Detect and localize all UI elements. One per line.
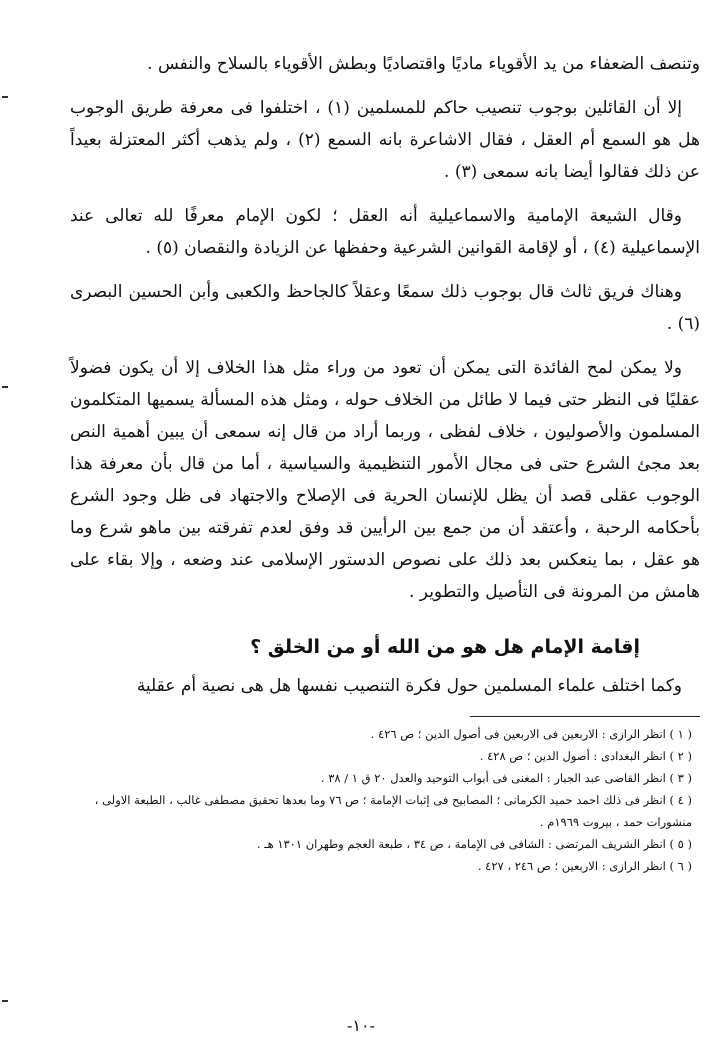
footnote-1: ( ١ ) انظر الرازى : الاربعين فى الاربعين فى أصول الدين ؛ ص ٤٢٦ . xyxy=(370,727,692,741)
page-number: -١٠- xyxy=(347,1016,375,1035)
paragraph-4: وهناك فريق ثالث قال بوجوب ذلك سمعًا وعقلاً كالجاحظ والكعبى وأبن الحسين البصرى (٦) . xyxy=(70,282,700,334)
footnote-2: ( ٢ ) انظر البغدادى : أصول الدين ؛ ص ٤٢٨ . xyxy=(479,749,692,763)
spacer xyxy=(70,264,700,276)
spacer xyxy=(70,340,700,352)
footnote-6: ( ٦ ) انظر الرازى : الاربعين ؛ ص ٢٤٦ ، ٤٢٧ . xyxy=(477,859,692,873)
paragraph-5: ولا يمكن لمح الفائدة التى يمكن أن تعود من وراء مثل هذا الخلاف إلا أن يكون فضولاً عقليًا فى النظر حتى فيما لا طائل من الخلاف حوله ، ومثل هذه المسألة يسميها المتكلمون المسلمون والأصوليون ، خلاف لفظى ، وربما أراد من قال إنه سمعى أن يبين أهمية النص بعد مجئ الشرع حتى فى مجال الأمور التنظيمية والسياسية ، أما من قال بأن معرفة هذا الوجوب عقلى قصد أن يظل للإنسان الحرية فى الإصلاح والاجتهاد فى ظل وجود الشرع بأحكامه الرحبة ، وأعتقد أن من جمع بين الرأيين قد وفق لعدم تفرقته بين ماهو شرع وما هو عقل ، بما ينعكس بعد ذلك على نصوص الدستور الإسلامى عند وضعه ، وإلا بقاء على هامش من المرونة فى التأصيل والتطوير . xyxy=(70,358,700,602)
footnote-separator xyxy=(470,716,700,717)
spacer xyxy=(70,188,700,200)
paragraph-3: وقال الشيعة الإمامية والاسماعيلية أنه العقل ؛ لكون الإمام معرفًا لله تعالى عند الإسماعيلية (٤) ، أو لإقامة القوانين الشرعية وحفظها عن الزيادة والنقصان (٥) . xyxy=(70,206,700,258)
footnote-3: ( ٣ ) انظر القاضى عبد الجبار : المغنى فى أبواب التوحيد والعدل ٢٠ ق ١ / ٣٨ . xyxy=(320,771,692,785)
footnote-4: ( ٤ ) انظر فى ذلك احمد حميد الكرمانى ؛ المصابيح فى إثبات الإمامة ؛ ص ٧٦ وما بعدها تحقيق مصطفى غالب ، الطبعة الاولى ، منشورات حمد ، بيروت ١٩٦٩م . xyxy=(94,793,692,829)
closing-paragraph: وكما اختلف علماء المسلمين حول فكرة التنصيب نفسها هل هى نصية أم عقلية xyxy=(136,676,682,696)
spacer xyxy=(70,80,700,92)
section-heading: إقامة الإمام هل هو من الله أو من الخلق ؟ xyxy=(250,636,640,658)
margin-tick xyxy=(2,96,8,98)
paragraph-1: وتنصف الضعفاء من يد الأقوياء ماديًا واقتصاديًا وبطش الأقوياء بالسلاح والنفس . xyxy=(147,54,700,74)
paragraph-2: إلا أن القائلين بوجوب تنصيب حاكم للمسلمين (١) ، اختلفوا فى معرفة طريق الوجوب هل هو السمع أم العقل ، فقال الاشاعرة بانه السمع (٢) ، ولم يذهب أكثر المعتزلة بعيداً عن ذلك فقالوا أيضا بانه سمعى (٣) . xyxy=(70,98,700,182)
margin-tick xyxy=(2,386,8,388)
margin-tick xyxy=(2,1000,8,1002)
document-page xyxy=(70,48,700,877)
footnote-5: ( ٥ ) انظر الشريف المرتضى : الشافى فى الإمامة ، ص ٣٤ ، طبعة العجم وطهران ١٣٠١ هـ . xyxy=(256,837,692,851)
